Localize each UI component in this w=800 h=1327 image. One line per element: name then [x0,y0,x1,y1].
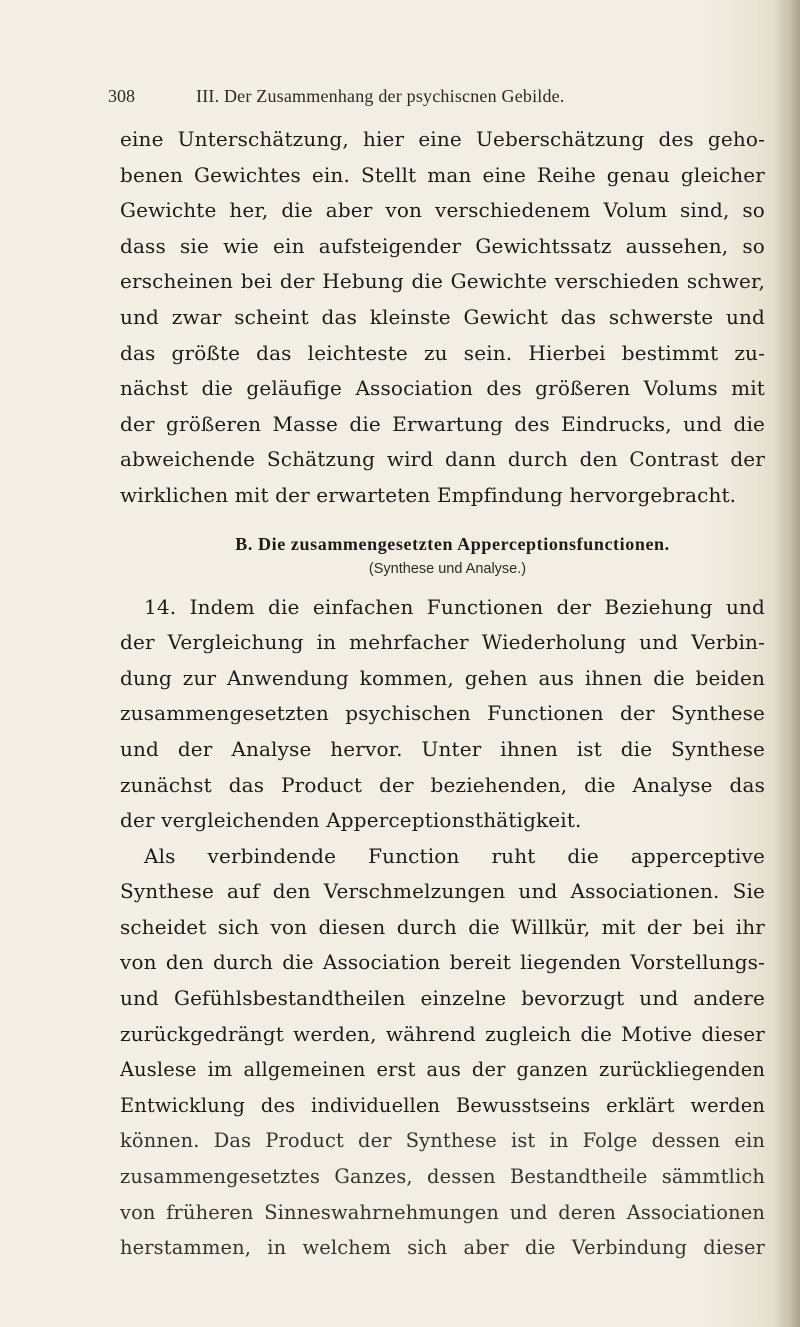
text-line: der Vergleichung in mehrfacher Wiederholung und Verbin- [120,630,765,655]
page-number: 308 [108,86,135,106]
text-line: Als verbindende Function ruht die apperceptive [144,843,765,868]
text-line: 14. Indem die einfachen Functionen der Beziehung und [144,594,765,619]
text-line: zusammengesetzten psychischen Functionen der Synthese [120,701,765,726]
text-line: Synthese auf den Verschmelzungen und Associationen. Sie [120,879,765,904]
paragraph-3 [120,839,765,1266]
text-line: Auslese im allgemeinen erst aus der ganzen zurückliegenden [120,1058,765,1082]
text-line: dass sie wie ein aufsteigender Gewichtssatz aussehen, so [120,233,765,258]
text-line: können. Das Product der Synthese ist in Folge dessen ein [120,1129,765,1153]
text-line: und der Analyse hervor. Unter ihnen ist die Synthese [120,736,765,761]
text-line: abweichende Schätzung wird dann durch den Contrast der [120,447,765,472]
text-line: von früheren Sinneswahrnehmungen und deren Associationen [120,1200,765,1224]
text-line: benen Gewichtes ein. Stellt man eine Reihe genau gleicher [120,162,765,187]
section-subheading: (Synthese und Analyse.) [368,560,527,577]
page-edge-shadow [774,0,800,1327]
text-line: herstammen, in welchem sich aber die Verbindung dieser [120,1236,765,1260]
text-line: zurückgedrängt werden, während zugleich die Motive dieser [120,1021,765,1046]
text-line: nächst die geläufige Association des größeren Volums mit [120,376,765,401]
paragraph-2 [120,590,765,839]
text-line: zunächst das Product der beziehenden, die Analyse das [120,772,765,797]
section-heading: B. Die zusammengesetzten Apperceptionsfunctionen. [235,533,670,554]
text-line: Entwicklung des individuellen Bewusstseins erklärt werden [120,1093,765,1117]
text-line: erscheinen bei der Hebung die Gewichte verschieden schwer, [120,269,765,294]
text-line: wirklichen mit der erwarteten Empfindung hervorgebracht. [120,482,737,507]
text-line: von den durch die Association bereit liegenden Vorstellungs- [120,950,765,975]
text-line: eine Unterschätzung, hier eine Ueberschätzung des geho- [120,127,765,151]
page-body [120,122,765,1266]
text-line: der vergleichenden Apperceptionsthätigkeit. [120,808,582,833]
text-line: scheidet sich von diesen durch die Willkür, mit der bei ihr [120,914,765,939]
text-line: das größte das leichteste zu sein. Hierbei bestimmt zu- [120,340,765,365]
paragraph-1 [120,122,765,514]
text-line: zusammengesetztes Ganzes, dessen Bestandtheile sämmtlich [120,1165,765,1189]
text-line: dung zur Anwendung kommen, gehen aus ihnen die beiden [120,665,765,690]
running-head: III. Der Zusammenhang der psychiscnen Gebilde. [196,86,565,106]
page-header [108,86,748,116]
text-line: der größeren Masse die Erwartung des Eindrucks, und die [120,411,765,436]
text-line: Gewichte her, die aber von verschiedenem Volum sind, so [120,198,765,223]
text-line: und Gefühlsbestandtheilen einzelne bevorzugt und andere [120,986,765,1011]
text-line: und zwar scheint das kleinste Gewicht das schwerste und [120,304,765,329]
